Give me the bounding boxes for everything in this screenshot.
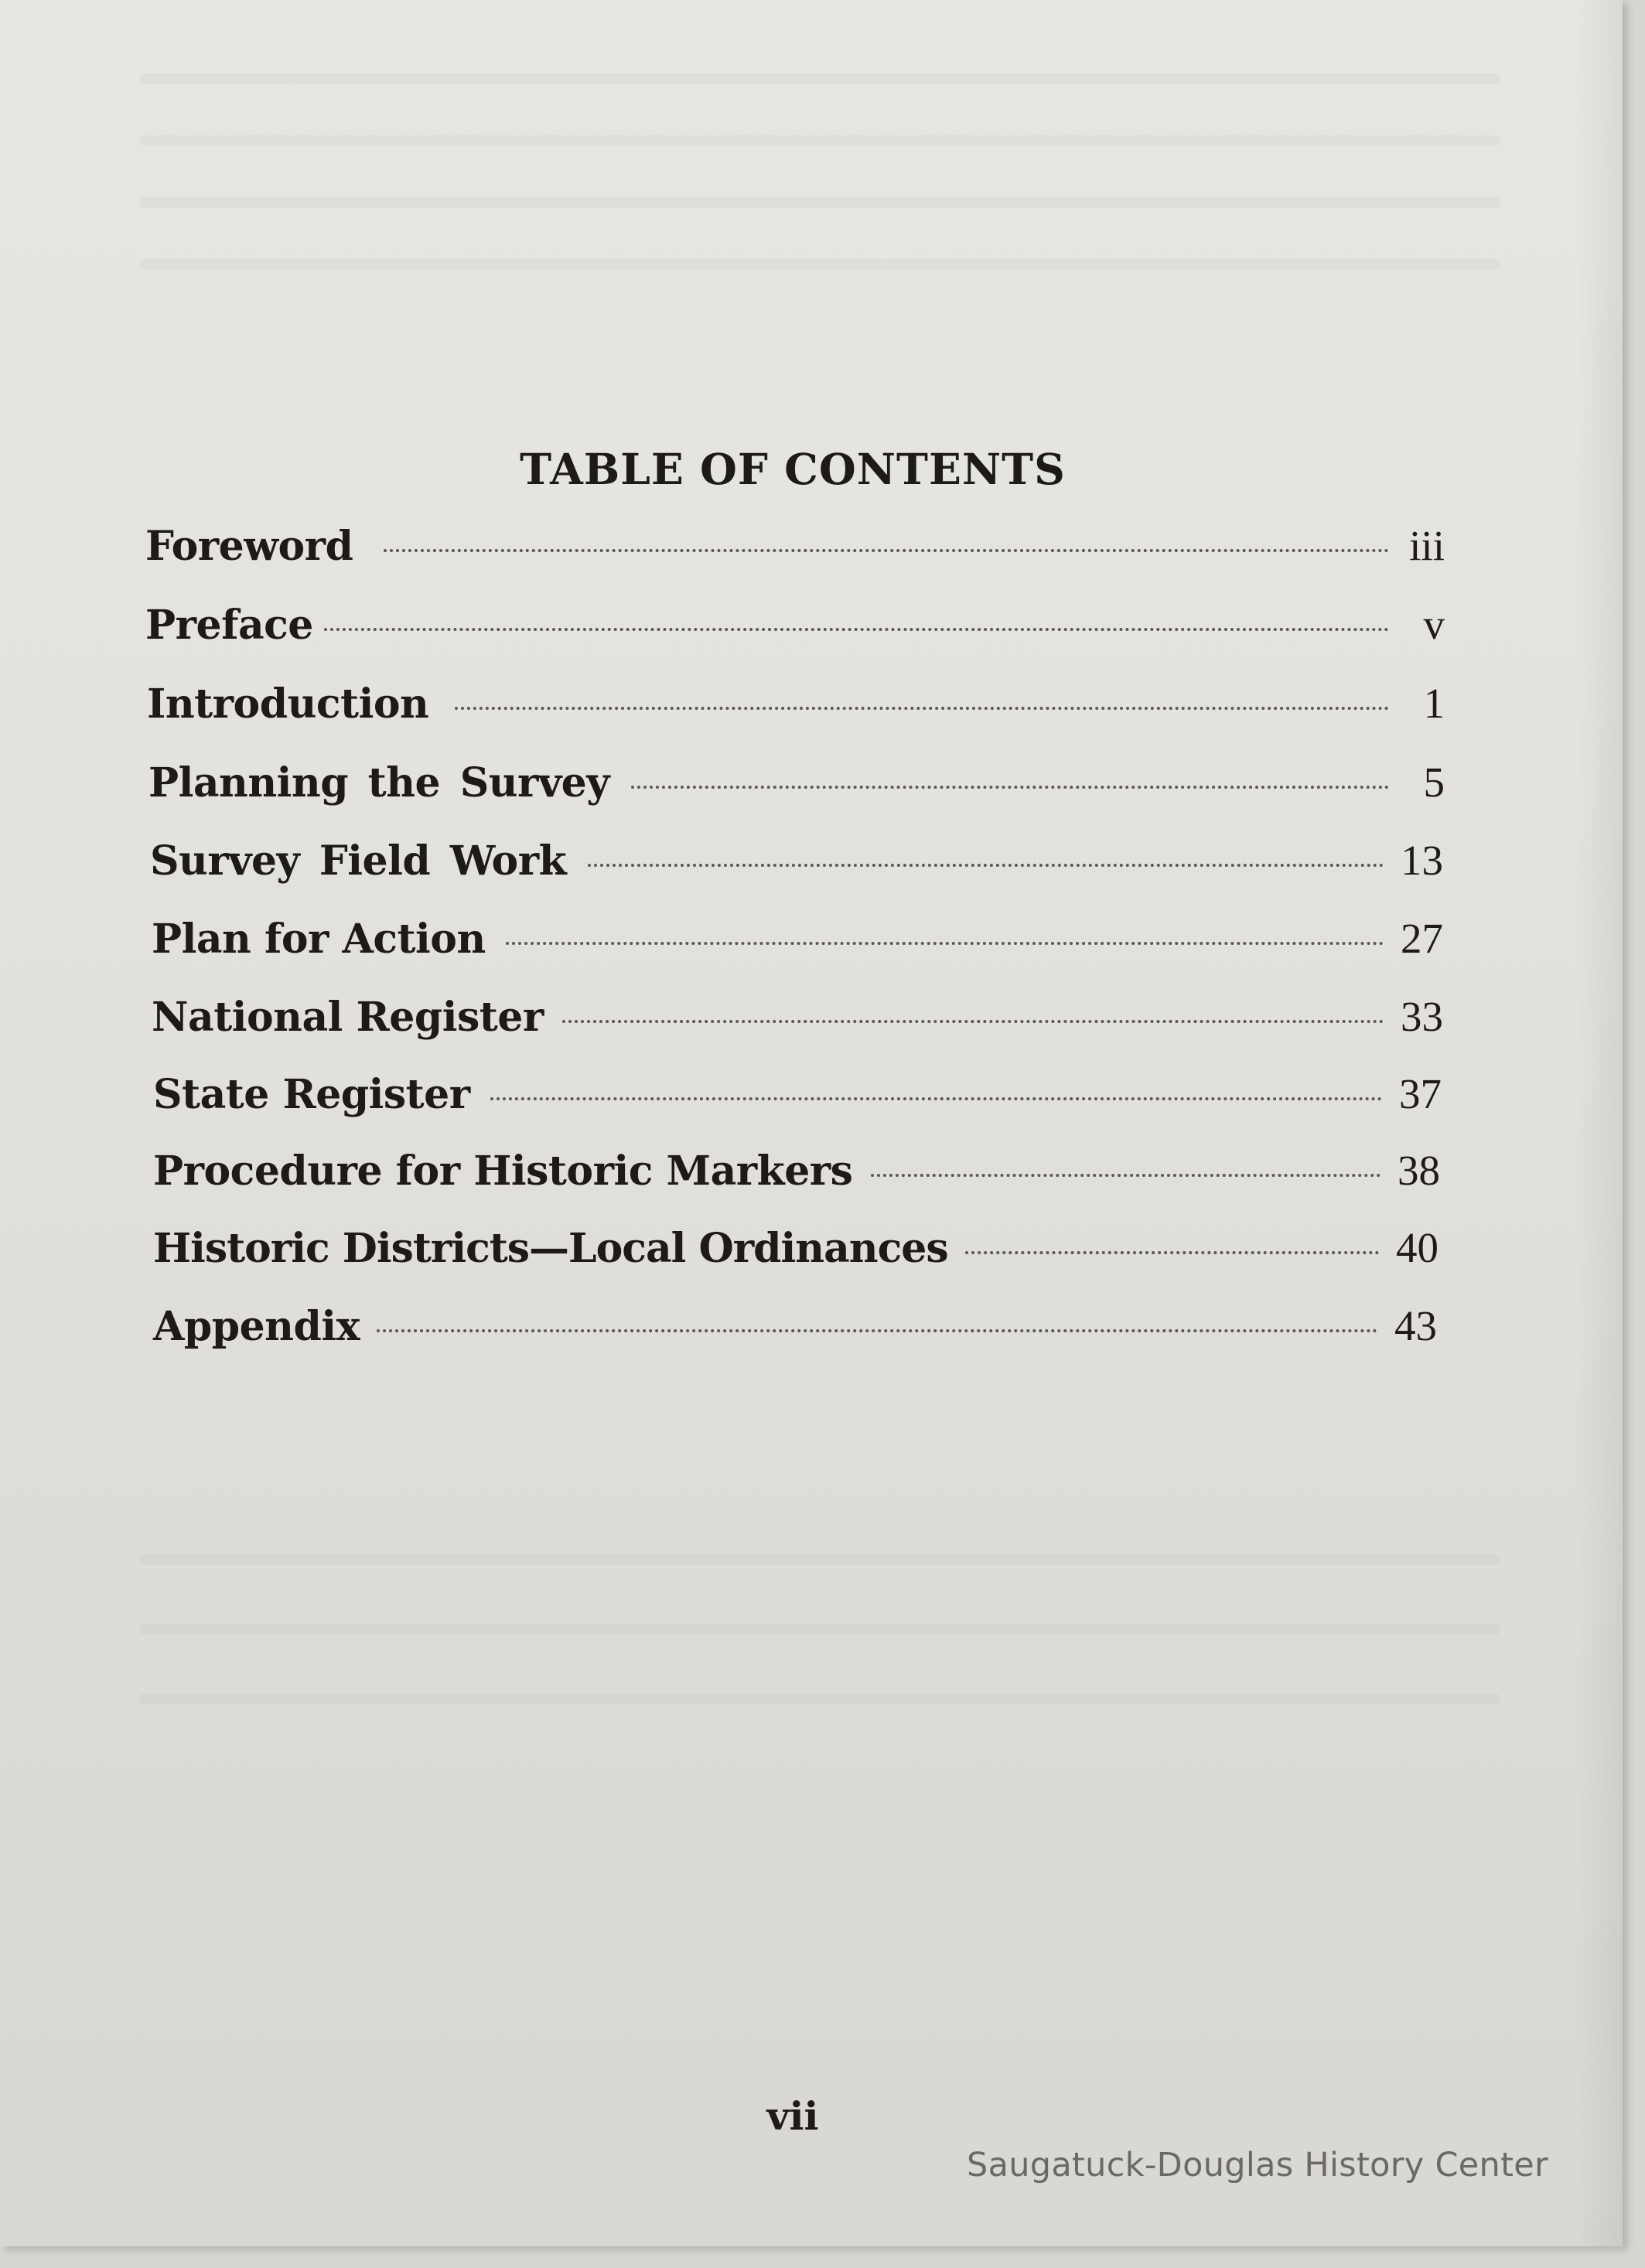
- toc-entry[interactable]: [145, 521, 1445, 577]
- dot-leader: [871, 1174, 1381, 1177]
- toc-entry[interactable]: [153, 1301, 1437, 1357]
- toc-entry[interactable]: [152, 914, 1443, 970]
- toc-entry-page: iii: [1409, 522, 1445, 569]
- toc-entry[interactable]: [147, 679, 1445, 735]
- toc-entry-page: 43: [1394, 1302, 1437, 1349]
- toc-entry-label: Foreword: [145, 523, 353, 570]
- toc-entry-label: Introduction: [147, 680, 429, 728]
- dot-leader: [965, 1251, 1379, 1254]
- toc-entry-page: 37: [1399, 1070, 1442, 1117]
- dot-leader: [588, 864, 1384, 867]
- toc-entry-label: Preface: [145, 602, 313, 649]
- toc-heading: TABLE OF CONTENTS: [520, 444, 1066, 494]
- toc-entry-page: 1: [1423, 680, 1445, 727]
- toc-entry-label: Historic Districts—Local Ordinances: [153, 1225, 948, 1272]
- dot-leader: [631, 786, 1389, 789]
- bleed-through-shading: [139, 259, 1500, 270]
- dot-leader: [324, 628, 1389, 631]
- toc-entry-label: Appendix: [153, 1303, 360, 1350]
- toc-entry-page: 33: [1401, 993, 1443, 1040]
- dot-leader: [490, 1097, 1382, 1100]
- toc-entry-label: Plan for Action: [152, 916, 486, 963]
- toc-entry-label: Planning the Survey: [148, 759, 609, 807]
- dot-leader: [377, 1329, 1377, 1332]
- bleed-through-shading: [139, 197, 1500, 208]
- toc-entry[interactable]: [153, 1146, 1440, 1202]
- toc-entry-label: National Register: [152, 994, 544, 1041]
- toc-entry-page: 27: [1401, 915, 1443, 962]
- bleed-through-shading: [139, 1693, 1500, 1704]
- toc-entry[interactable]: [153, 1223, 1439, 1279]
- dot-leader: [562, 1020, 1384, 1023]
- dot-leader: [384, 549, 1389, 552]
- toc-entry[interactable]: [145, 600, 1445, 656]
- bleed-through-shading: [139, 135, 1500, 146]
- toc-entry-page: 13: [1401, 837, 1443, 884]
- dot-leader: [506, 942, 1384, 945]
- toc-entry[interactable]: [150, 836, 1443, 892]
- watermark-text: Saugatuck-Douglas History Center: [966, 2146, 1548, 2184]
- toc-entry-page: 38: [1398, 1147, 1440, 1194]
- bleed-through-shading: [139, 1554, 1500, 1565]
- toc-entry-label: Procedure for Historic Markers: [153, 1148, 853, 1195]
- page-number: vii: [766, 2093, 819, 2139]
- toc-entry-page: 40: [1396, 1224, 1439, 1271]
- toc-entry[interactable]: [152, 992, 1443, 1048]
- toc-entry-page: 5: [1423, 759, 1445, 806]
- toc-entry[interactable]: [153, 1069, 1442, 1125]
- toc-entry[interactable]: [148, 758, 1445, 813]
- toc-entry-label: Survey Field Work: [150, 837, 567, 885]
- bleed-through-shading: [139, 1624, 1500, 1635]
- bleed-through-shading: [139, 73, 1500, 84]
- toc-entry-label: State Register: [153, 1071, 470, 1118]
- toc-entry-page: v: [1423, 601, 1445, 648]
- dot-leader: [455, 707, 1389, 710]
